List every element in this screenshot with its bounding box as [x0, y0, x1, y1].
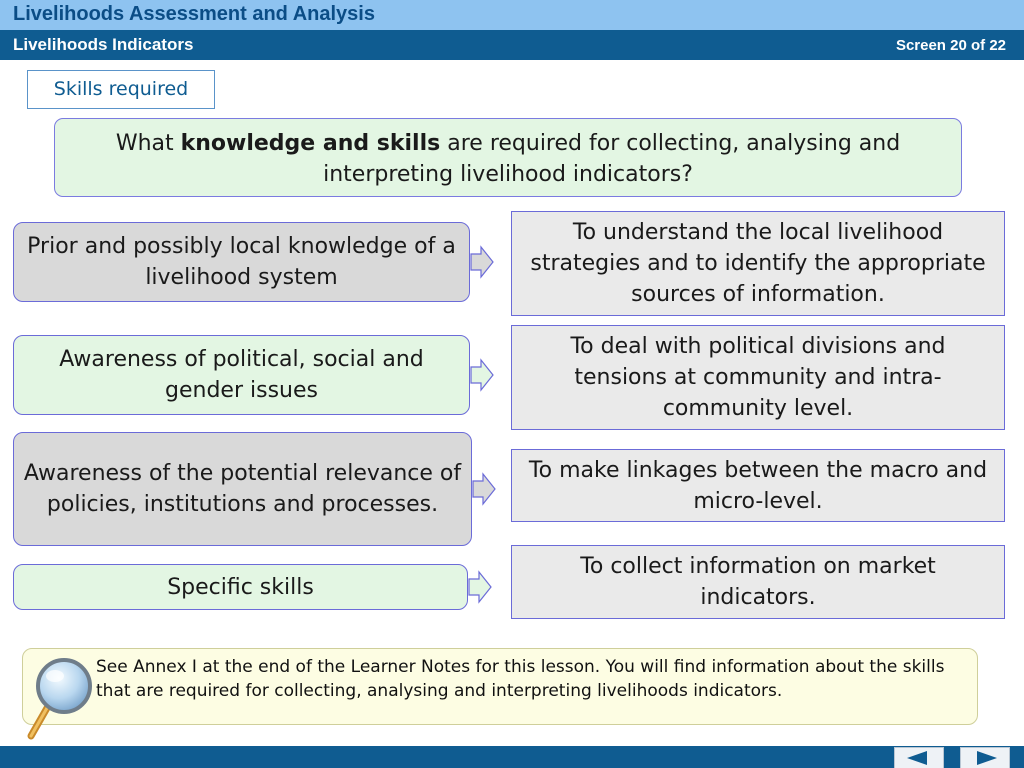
arrow-right-icon — [470, 245, 494, 279]
arrow-right-icon — [472, 472, 496, 506]
lesson-header-bar — [0, 30, 1024, 60]
skill-box — [13, 432, 472, 546]
skill-text: Awareness of the potential relevance of policies, institutions and processes. — [23, 461, 462, 517]
reason-box — [511, 325, 1005, 430]
footer-bar — [0, 746, 1024, 768]
reason-box — [511, 211, 1005, 316]
previous-arrow-icon — [903, 750, 935, 766]
lesson-title: Livelihoods Indicators — [13, 35, 194, 54]
next-button[interactable] — [960, 747, 1010, 768]
skill-text: Specific skills — [167, 574, 314, 600]
section-label: Skills required — [27, 70, 215, 109]
screen-counter: Screen 20 of 22 — [895, 37, 1006, 54]
annex-note-box — [22, 648, 978, 725]
skill-text: Awareness of political, social and gender issues — [59, 347, 424, 403]
skill-box — [13, 564, 468, 610]
reason-text: To make linkages between the macro and micro-level. — [528, 457, 988, 514]
course-header-bar — [0, 0, 1024, 30]
next-arrow-icon — [969, 750, 1001, 766]
arrow-right-icon — [470, 358, 494, 392]
skill-box — [13, 222, 470, 302]
skill-box — [13, 335, 470, 415]
annex-note-text: See Annex I at the end of the Learner Notes for this lesson. You will find information about the skills that are required for collecting, analysing and interpreting livelihoods indicators. — [96, 657, 945, 701]
magnifier-icon[interactable] — [22, 650, 102, 744]
question-prefix: What — [115, 131, 181, 156]
arrow-right-icon — [468, 570, 492, 604]
skill-text: Prior and possibly local knowledge of a livelihood system — [27, 234, 456, 290]
reason-text: To understand the local livelihood strategies and to identify the appropriate sources of information. — [530, 220, 986, 307]
reason-box — [511, 545, 1005, 619]
reason-text: To collect information on market indicators. — [580, 554, 936, 610]
course-title: Livelihoods Assessment and Analysis — [13, 3, 375, 25]
previous-button[interactable] — [894, 747, 944, 768]
question-suffix: are required for collecting, analysing and interpreting livelihood indicators? — [323, 131, 901, 187]
reason-box — [511, 449, 1005, 522]
reason-text: To deal with political divisions and tensions at community and intra-community level. — [570, 334, 946, 421]
question-box — [54, 118, 962, 197]
question-emphasis: knowledge and skills — [180, 131, 441, 156]
